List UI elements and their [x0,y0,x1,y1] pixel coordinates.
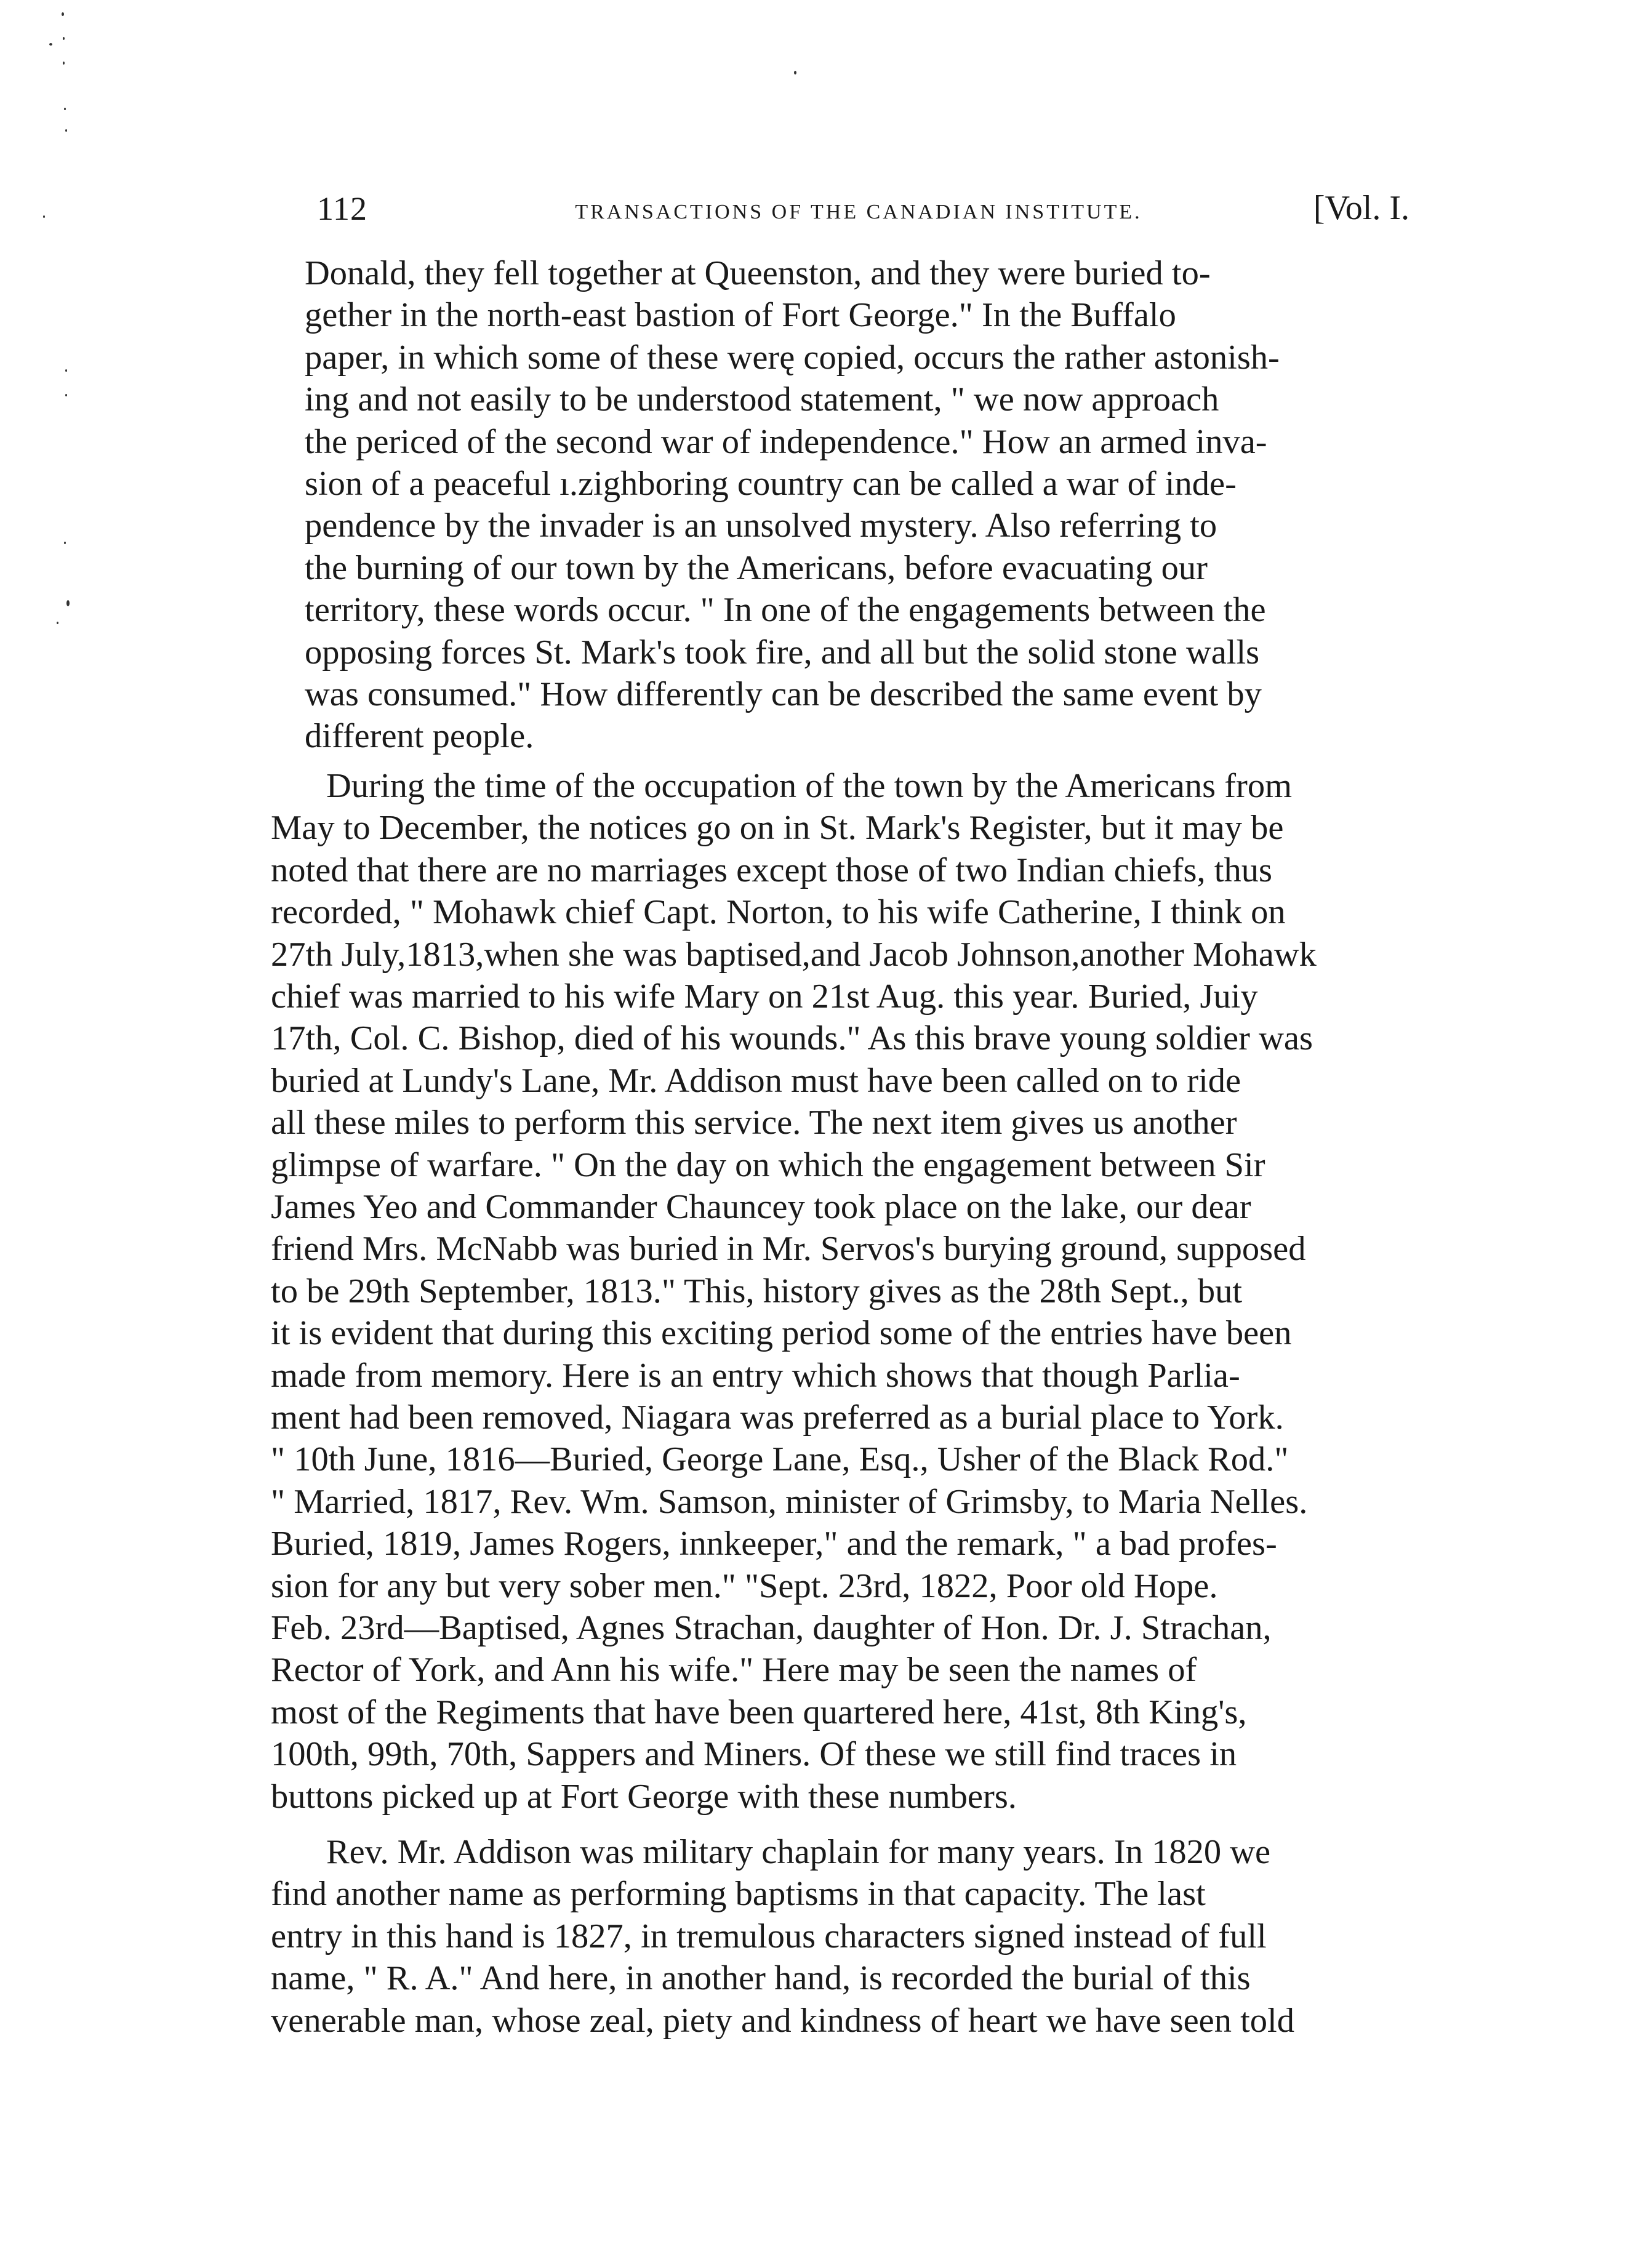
volume-label: [Vol. I. [1313,189,1409,227]
scan-speck [62,12,64,16]
paragraph: During the time of the occupation of the town by the Americans from May to December, the notices go on in St. Mark's Register, but it may be noted that there are no marriages except those of two Indian chiefs, thus recorded, " Mohawk chief Capt. Norton, to his wife Catherine, I think on 27th July,1813,when she was baptised,and Jacob Johnson,another Mohawk chief was married to his wife Mary on 21st Aug. this year. Buried, Juiy 17th, Col. C. Bishop, died of his wounds." As this brave young soldier was buried at Lundy's Lane, Mr. Addison must have been called on to ride all these miles to perform this service. The next item gives us another glimpse of warfare. " On the day on which the engagement between Sir James Yeo and Commander Chauncey took place on the lake, our dear friend Mrs. McNabb was buried in Mr. Servos's burying ground, supposed to be 29th September, 1813." This, history gives as the 28th Sept., but it is evident that during this exciting period some of the entries have been made from memory. Here is an entry which shows that though Parlia- ment had been removed, Niagara was preferred as a burial place to York. " 10th June, 1816—Buried, George Lane, Esq., Usher of the Black Rod." " Married, 1817, Rev. Wm. Samson, minister of Grimsby, to Maria Nelles. Buried, 1819, James Rogers, innkeeper," and the remark, " a bad profes- sion for any but very sober men." "Sept. 23rd, 1822, Poor old Hope. Feb. 23rd—Baptised, Agnes Strachan, daughter of Hon. Dr. J. Strachan, Rector of York, and Ann his wife." Here may be seen the names of most of the Regiments that have been quartered here, 41st, 8th King's, 100th, 99th, 70th, Sappers and Miners. Of these we still find traces in buttons picked up at Fort George with these numbers. [271,766,1317,1816]
scan-speck [43,215,45,218]
scan-speck [65,394,67,396]
running-header [308,183,1409,239]
scan-speck [794,71,796,74]
scan-speck [64,108,66,110]
scan-speck [63,37,65,40]
body-text [271,252,1409,2042]
page-number: 112 [317,190,367,227]
scan-speck [66,600,70,606]
scan-speck [57,622,58,624]
margin-scan-specks [25,0,98,739]
scan-speck [64,542,66,544]
paragraph: Rev. Mr. Addison was military chaplain for many years. In 1820 we find another name as performing baptisms in that capacity. The last entry in this hand is 1827, in tremulous characters signed instead of full name, " R. A." And here, in another hand, is recorded the burial of this venerable man, whose zeal, piety and kindness of heart we have seen told [271,1833,1294,2040]
scan-speck [49,43,52,46]
running-title: TRANSACTIONS OF THE CANADIAN INSTITUTE. [575,201,1142,223]
scan-speck [65,369,67,372]
scan-speck [65,129,67,132]
paragraph: Donald, they fell together at Queenston, and they were buried to- gether in the north-east bastion of Fort George." In the Buffalo paper, in which some of these werę copied, occurs the rather astonish- ing and not easily to be understood statement, " we now approach the periced of the second war of independence." How an armed inva- sion of a peaceful ı.zighboring country can be called a war of inde- pendence by the invader is an unsolved mystery. Also referring to the burning of our town by the Americans, before evacuating our territory, these words occur. " In one of the engagements between the opposing forces St. Mark's took fire, and all but the solid stone walls was consumed." How differently can be described the same event by different people. [305,254,1280,756]
scan-speck [63,62,65,65]
